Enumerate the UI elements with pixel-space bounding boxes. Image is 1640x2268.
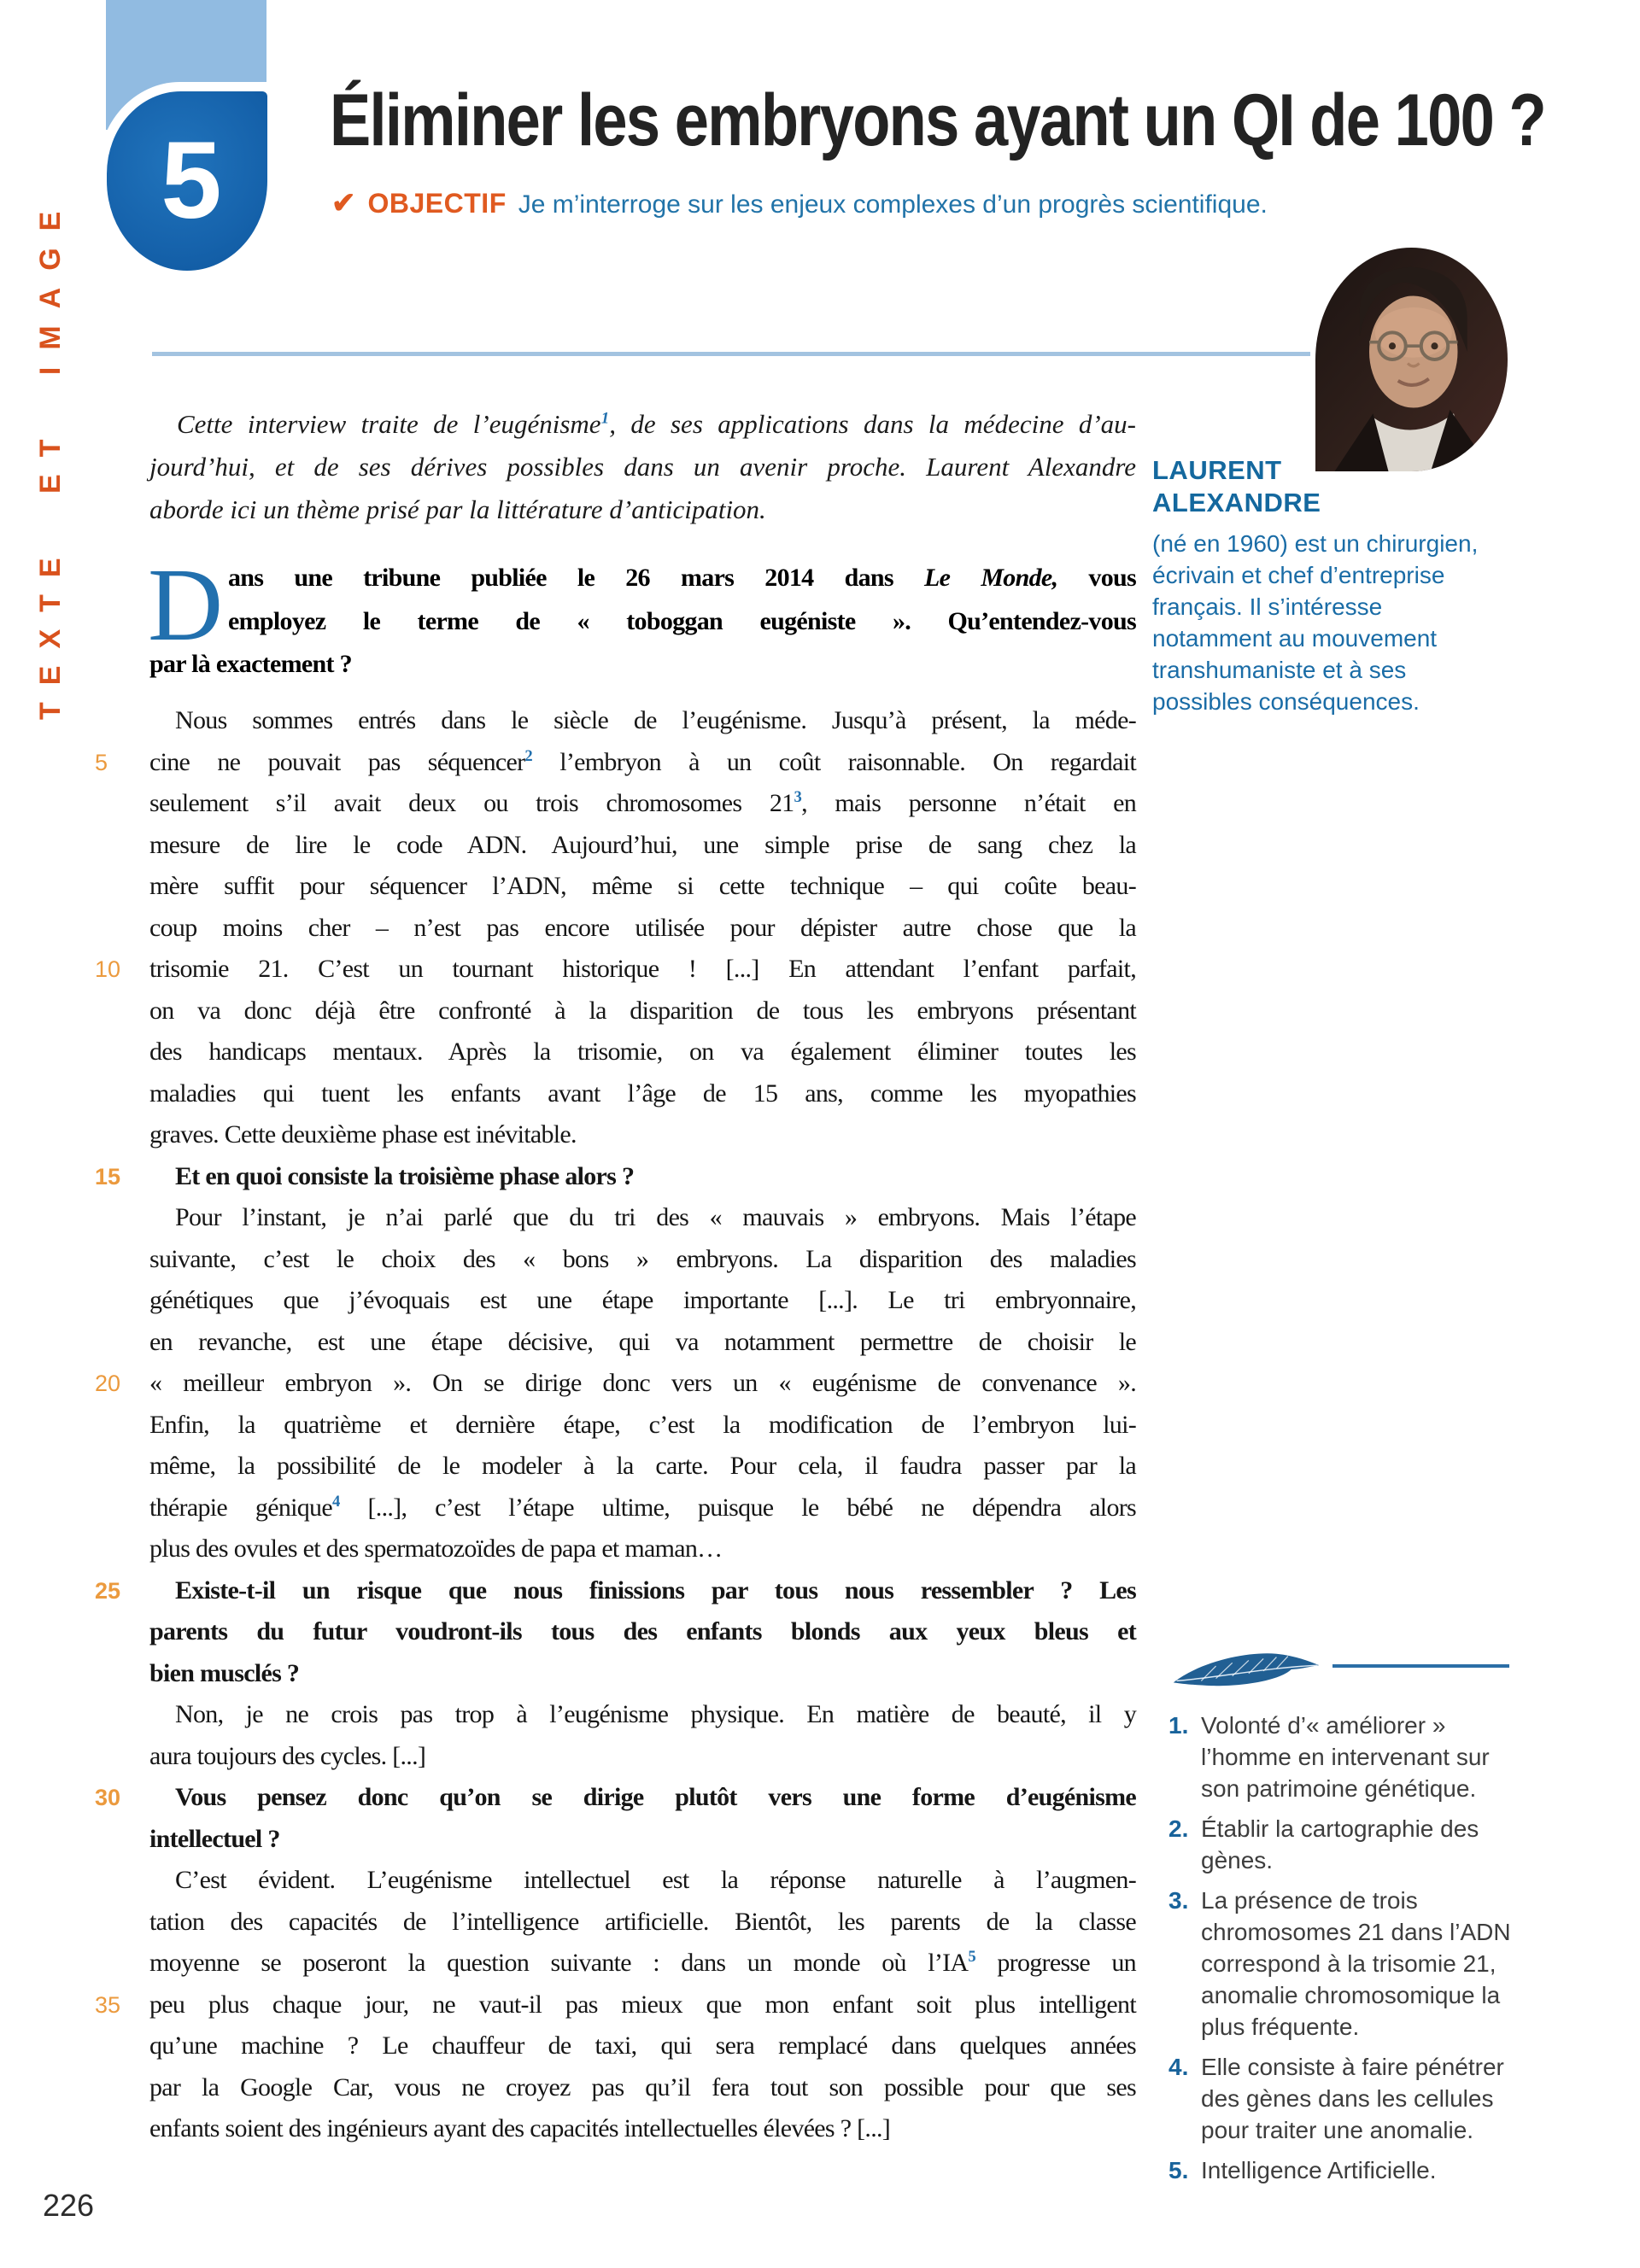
body-line: 10 trisomie 21. C’est un tournant historique ! [...] En attendant l’enfant parfait, xyxy=(149,949,1136,991)
question-line: par là exactement ? xyxy=(149,650,352,678)
footnote-item xyxy=(1168,2154,1527,2186)
body-line: génétiques que j’évoquais est une étape importante [...]. Le tri embryonnaire, xyxy=(149,1286,1136,1314)
footnote-text-line: Elle consiste à faire pénétrer xyxy=(1201,2054,1504,2080)
author-bio-line: français. Il s’intéresse xyxy=(1152,593,1383,620)
footnote-text-line: des gènes dans les cellules xyxy=(1201,2085,1494,2112)
author-bio-line: transhumaniste et à ses xyxy=(1152,657,1407,683)
footnote-text xyxy=(1201,2154,1436,2186)
author-bio-line: possibles conséquences. xyxy=(1152,688,1420,715)
footnote-text-line: correspond à la trisomie 21, xyxy=(1201,1950,1496,1977)
footnote-ref: 3 xyxy=(794,788,802,806)
footnote-text-line: anomalie chromosomique la xyxy=(1201,1982,1501,2008)
body-line: parents du futur voudront-ils tous des enfants blonds aux yeux bleus et xyxy=(149,1617,1136,1645)
line-number: 15 xyxy=(95,1163,121,1190)
footnote-text-line: Volonté d’« améliorer » xyxy=(1201,1712,1446,1739)
line-number: 10 xyxy=(95,956,121,982)
line-number: 20 xyxy=(95,1371,121,1396)
footnote-text-line: l’homme en intervenant sur xyxy=(1201,1744,1490,1770)
objectif-label: OBJECTIF xyxy=(367,188,507,219)
objectif-row xyxy=(331,186,1268,220)
body-line: aura toujours des cycles. [...] xyxy=(149,1741,426,1770)
interview-question-1 xyxy=(148,547,1136,687)
body-line: seulement s’il avait deux ou trois chromosomes 21$^3$, mais personne n’était en xyxy=(149,788,1136,817)
author-bio xyxy=(1152,528,1520,717)
footnote-number: 2. xyxy=(1168,1815,1189,1842)
body-line: enfants soient des ingénieurs ayant des capacités intellectuelles élevées ? [...] xyxy=(149,2114,891,2142)
footnote-ref: 5 xyxy=(968,1948,975,1966)
body-line: des handicaps mentaux. Après la trisomie, on va également éliminer toutes les xyxy=(149,1038,1136,1066)
line-number: 35 xyxy=(95,1991,121,2018)
body-line: plus des ovules et des spermatozoïdes de papa et maman… xyxy=(149,1534,723,1563)
body-line: 20 « meilleur embryon ». On se dirige donc vers un « eugénisme de convenance ». xyxy=(149,1363,1136,1405)
footnote-item xyxy=(1168,1885,1527,2043)
body-line: même, la possibilité de le modeler à la carte. Pour cela, il faudra passer par la xyxy=(149,1452,1136,1480)
author-name-line: LAURENT xyxy=(1152,455,1282,485)
footnote-ref: 4 xyxy=(331,1492,340,1511)
footnote-item xyxy=(1168,1710,1527,1804)
footnote-text xyxy=(1201,2051,1504,2146)
author-bio-line: (né en 1960) est un chirurgien, xyxy=(1152,530,1479,557)
dropcap: D xyxy=(148,547,223,663)
question-line: employez le terme de « toboggan eugéniste ». Qu’entendez-vous xyxy=(228,606,1136,635)
footnote-item xyxy=(1168,1813,1527,1876)
footnote-text-line: Intelligence Artificielle. xyxy=(1201,2157,1437,2183)
body-line: Non, je ne crois pas trop à l’eugénisme physique. En matière de beauté, il y xyxy=(175,1700,1136,1728)
body-line: Nous sommes entrés dans le siècle de l’eugénisme. Jusqu’à présent, la méde- xyxy=(175,706,1136,734)
footnote-text-line: chromosomes 21 dans l’ADN xyxy=(1201,1919,1511,1945)
header-rule xyxy=(152,352,1310,356)
body-line: moyenne se poseront la question suivante : dans un monde où l’IA$^5$ progresse un xyxy=(149,1948,1136,1977)
footnote-ref: 1 xyxy=(600,409,610,428)
author-photo xyxy=(1315,248,1508,471)
body-line: Enfin, la quatrième et dernière étape, c’est la modification de l’embryon lui- xyxy=(149,1410,1136,1439)
intro-line: Cette interview traite de l’eugénisme$^1$, de ses applications dans la médecine d’au- xyxy=(177,409,1137,439)
body-line: mesure de lire le code ADN. Aujourd’hui, une simple prise de sang chez la xyxy=(149,830,1136,859)
body-line: maladies qui tuent les enfants avant l’âge de 15 ans, comme les myopathies xyxy=(149,1078,1136,1108)
chapter-badge xyxy=(97,82,277,280)
section-side-label: TEXTE ET IMAGE xyxy=(34,194,67,720)
footnotes xyxy=(1168,1710,1527,2195)
body-line: 25 Existe-t-il un risque que nous finissions par tous nous ressembler ? Les xyxy=(149,1570,1136,1612)
page-title: Éliminer les embryons ayant un QI de 100 ? xyxy=(330,79,1545,161)
author-name xyxy=(1152,454,1321,519)
author-bio-line: écrivain et chef d’entreprise xyxy=(1152,562,1445,588)
body-line: par la Google Car, vous ne croyez pas qu’il fera tout son possible pour que ses xyxy=(149,2072,1136,2101)
question-line: ans une tribune publiée le 26 mars 2014 dans Le Monde, vous xyxy=(228,564,1136,592)
footnote-text xyxy=(1201,1813,1479,1876)
footnote-ref: 2 xyxy=(524,746,533,765)
body-line: 15 Et en quoi consiste la troisième phase alors ? xyxy=(149,1156,1136,1198)
body-line: Pour l’instant, je n’ai parlé que du tri des « mauvais » embryons. Mais l’étape xyxy=(175,1203,1136,1231)
feather-icon xyxy=(1168,1648,1324,1689)
notes-rule xyxy=(1332,1664,1509,1668)
body-line: en revanche, est une étape décisive, qui va notamment permettre de choisir le xyxy=(149,1327,1136,1356)
portrait-illustration xyxy=(1315,248,1508,471)
intro-line: aborde ici un thème prisé par la littérature d’anticipation. xyxy=(149,494,766,524)
author-bio-line: notamment au mouvement xyxy=(1152,625,1438,652)
footnote-text xyxy=(1201,1885,1511,2043)
question-1-lines xyxy=(148,547,1136,687)
body-line: qu’une machine ? Le chauffeur de taxi, qui sera remplacé dans quelques années xyxy=(149,2031,1136,2060)
body-line: 30 Vous pensez donc qu’on se dirige plutôt vers une forme d’eugénisme xyxy=(149,1777,1136,1819)
line-number: 5 xyxy=(95,749,108,775)
footnote-text-line: pour traiter une anomalie. xyxy=(1201,2117,1474,2143)
intro-line: jourd’hui, et de ses dérives possibles dans un avenir proche. Laurent Alexandre xyxy=(149,452,1136,482)
body-line: intellectuel ? xyxy=(149,1824,280,1853)
footnote-number: 1. xyxy=(1168,1712,1189,1739)
footnote-text xyxy=(1201,1710,1490,1804)
footnote-text-line: gènes. xyxy=(1201,1847,1274,1873)
body-line: suivante, c’est le choix des « bons » embryons. La disparition des maladies xyxy=(149,1244,1136,1273)
footnote-text-line: Établir la cartographie des xyxy=(1201,1815,1479,1842)
footnote-text-line: plus fréquente. xyxy=(1201,2014,1360,2040)
page-number: 226 xyxy=(43,2188,95,2223)
line-number: 30 xyxy=(95,1785,121,1810)
intro-paragraph xyxy=(149,403,1136,531)
check-icon: ✔ xyxy=(331,187,356,219)
chapter-badge-inner xyxy=(107,91,267,271)
footnote-number: 3. xyxy=(1168,1887,1189,1914)
italic-text: Le Monde, xyxy=(923,564,1058,592)
objectif-text: Je m’interroge sur les enjeux complexes d’un progrès scientifique. xyxy=(518,190,1268,219)
line-number: 25 xyxy=(95,1577,121,1604)
body-line: 5 cine ne pouvait pas séquencer$^2$ l’embryon à un coût raisonnable. On regardait xyxy=(149,742,1136,784)
footnote-number: 4. xyxy=(1168,2054,1189,2080)
author-name-line: ALEXANDRE xyxy=(1152,488,1321,517)
body-line: mère suffit pour séquencer l’ADN, même si cette technique – qui coûte beau- xyxy=(149,872,1136,900)
body-line: C’est évident. L’eugénisme intellectuel est la réponse naturelle à l’augmen- xyxy=(175,1866,1136,1894)
body-line: coup moins cher – n’est pas encore utilisée pour dépister autre chose que la xyxy=(149,913,1136,942)
body-line: bien musclés ? xyxy=(149,1658,300,1687)
footnote-item xyxy=(1168,2051,1527,2146)
interview-body xyxy=(95,700,1137,2150)
footnote-number: 5. xyxy=(1168,2157,1189,2183)
footnote-text-line: son patrimoine génétique. xyxy=(1201,1775,1477,1802)
footnote-text-line: La présence de trois xyxy=(1201,1887,1418,1914)
body-line: 35 peu plus chaque jour, ne vaut-il pas mieux que mon enfant soit plus intelligent xyxy=(149,1984,1136,2026)
chapter-number: 5 xyxy=(161,120,222,242)
body-line: thérapie génique$^4$ [...], c’est l’étape ultime, puisque le bébé ne dépendra alors xyxy=(149,1492,1137,1522)
body-line: graves. Cette deuxième phase est inévitable. xyxy=(149,1120,577,1149)
body-line: tation des capacités de l’intelligence artificielle. Bientôt, les parents de la classe xyxy=(149,1907,1136,1936)
body-line: on va donc déjà être confronté à la disparition de tous les embryons présentant xyxy=(149,996,1136,1025)
